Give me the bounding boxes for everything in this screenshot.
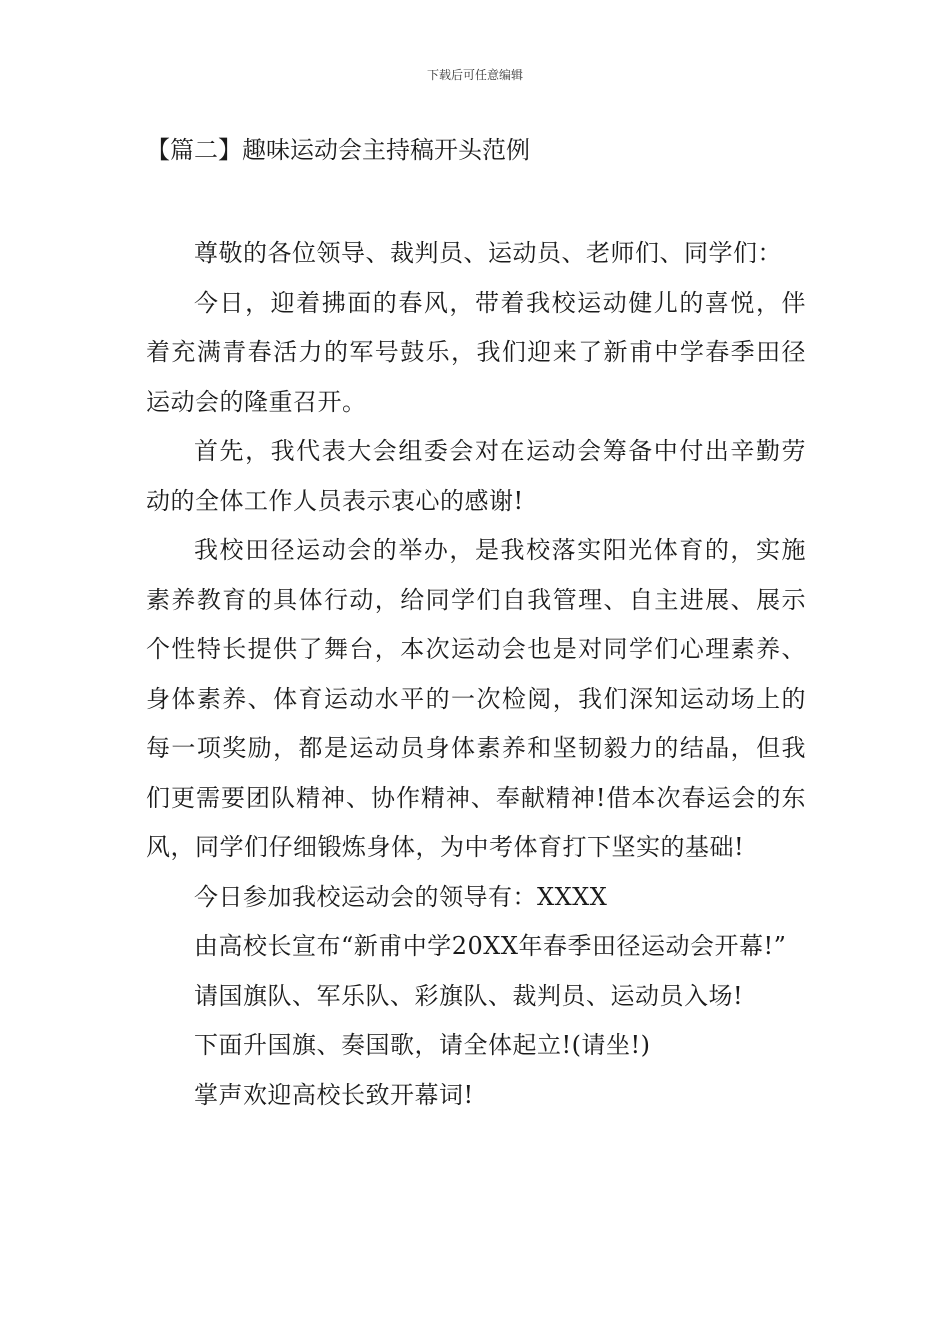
paragraph-announcement: 由高校长宣布“新甫中学20XX年春季田径运动会开幕!” <box>194 932 787 960</box>
paragraph-greeting: 尊敬的各位领导、裁判员、运动员、老师们、同学们： <box>194 239 782 267</box>
page-header-note: 下载后可任意编辑 <box>426 68 523 82</box>
paragraph-welcome: 掌声欢迎高校长致开幕词! <box>194 1080 474 1109</box>
paragraph-purpose: 我校田径运动会的举办，是我校落实阳光体育的，实施素养教育的具体行动，给同学们自我管理、自主进展、展示个性特长提供了舞台，本次运动会也是对同学们心理素养、身体素养、体育运动水平的一次检阅，我们深知运动场上的每一项奖励，都是运动员身体素养和坚韧毅力的结晶，但我们更需要团队精神、协作精神、奉献精神!借本次春运会的东风，同学们仔细锻炼身体，为中考体育打下坚实的基础! <box>146 536 806 861</box>
document-body <box>146 229 806 1120</box>
paragraph-entrance: 请国旗队、军乐队、彩旗队、裁判员、运动员入场! <box>194 981 744 1010</box>
paragraph-leaders: 今日参加我校运动会的领导有：XXXX <box>194 882 608 911</box>
paragraph-opening: 今日，迎着拂面的春风，带着我校运动健儿的喜悦，伴着充满青春活力的军号鼓乐，我们迎来了新甫中学春季田径运动会的隆重召开。 <box>146 288 806 416</box>
paragraph-anthem: 下面升国旗、奏国歌，请全体起立!(请坐!) <box>194 1031 651 1059</box>
document-title: 【篇二】趣味运动会主持稿开头范例 <box>146 136 530 164</box>
paragraph-thanks: 首先，我代表大会组委会对在运动会筹备中付出辛勤劳动的全体工作人员表示衷心的感谢! <box>146 437 806 515</box>
